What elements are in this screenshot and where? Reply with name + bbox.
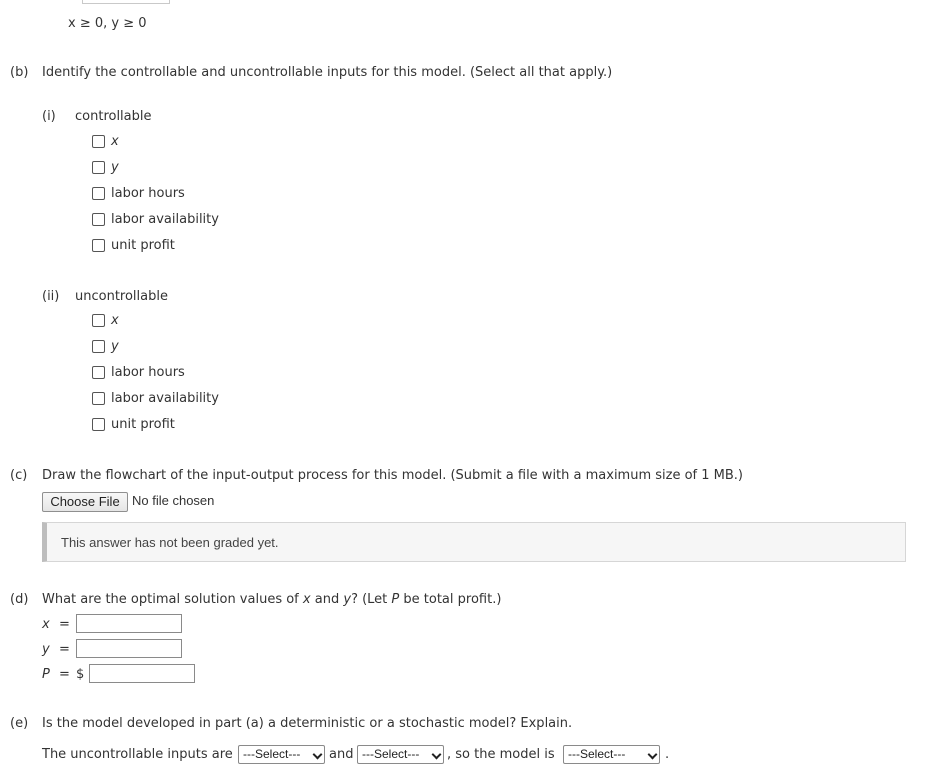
previous-answer-box <box>82 0 170 4</box>
controllable-unit-profit-label: unit profit <box>111 238 175 253</box>
part-e-label: (e) <box>10 716 29 731</box>
uncontrollable-unit-profit-label: unit profit <box>111 417 175 432</box>
uncontrollable-y-checkbox[interactable] <box>92 340 105 353</box>
controllable-labor-availability-label: labor availability <box>111 212 219 227</box>
part-d-prompt-c: be total profit.) <box>403 592 502 607</box>
choose-file-button[interactable]: Choose File <box>42 492 128 512</box>
uncontrollable-labor-hours-checkbox[interactable] <box>92 366 105 379</box>
grading-notice-text: This answer has not been graded yet. <box>61 535 279 550</box>
part-c-prompt: Draw the flowchart of the input-output process for this model. (Submit a file with a maximum size of 1 MB.) <box>42 468 743 483</box>
part-d-var-p: P <box>391 592 400 607</box>
currency-symbol: $ <box>76 667 85 682</box>
part-d-prompt <box>42 592 501 607</box>
uncontrollable-inputs-select-1[interactable] <box>238 745 325 764</box>
part-d-and: and <box>314 592 340 607</box>
part-c-label: (c) <box>10 468 28 483</box>
part-d-prompt-b: ? (Let <box>351 592 388 607</box>
controllable-labor-availability-checkbox[interactable] <box>92 213 105 226</box>
uncontrollable-title: uncontrollable <box>75 289 168 304</box>
select-3-value: ---Select--- <box>568 747 626 761</box>
uncontrollable-label: (ii) <box>42 289 60 304</box>
y-answer-input[interactable] <box>76 639 182 658</box>
select-1-value: ---Select--- <box>243 747 301 761</box>
y-equals: = <box>59 642 70 657</box>
uncontrollable-y-label: y <box>111 339 119 354</box>
select-2-value: ---Select--- <box>362 747 420 761</box>
y-answer-label: y <box>42 642 50 657</box>
p-equals: = <box>59 667 70 682</box>
part-b-label: (b) <box>10 65 29 80</box>
uncontrollable-inputs-select-2[interactable] <box>357 745 444 764</box>
grading-notice <box>42 522 906 562</box>
uncontrollable-labor-availability-checkbox[interactable] <box>92 392 105 405</box>
part-d-prompt-a: What are the optimal solution values of <box>42 592 299 607</box>
chevron-down-icon <box>313 750 323 760</box>
uncontrollable-labor-availability-label: labor availability <box>111 391 219 406</box>
x-equals: = <box>59 617 70 632</box>
uncontrollable-x-checkbox[interactable] <box>92 314 105 327</box>
controllable-y-checkbox[interactable] <box>92 161 105 174</box>
part-e-prompt: Is the model developed in part (a) a deterministic or a stochastic model? Explain. <box>42 716 573 731</box>
part-b-prompt: Identify the controllable and uncontrollable inputs for this model. (Select all that apply.) <box>42 65 613 80</box>
x-answer-label: x <box>42 617 50 632</box>
p-answer-input[interactable] <box>89 664 195 683</box>
part-e-sentence-a: The uncontrollable inputs are <box>42 747 233 762</box>
part-d-var-y: y <box>343 592 352 607</box>
chevron-down-icon <box>432 750 442 760</box>
controllable-unit-profit-checkbox[interactable] <box>92 239 105 252</box>
chevron-down-icon <box>648 750 658 760</box>
part-d-label: (d) <box>10 592 29 607</box>
part-e-sentence-b: , so the model is <box>447 747 555 762</box>
controllable-x-checkbox[interactable] <box>92 135 105 148</box>
controllable-labor-hours-checkbox[interactable] <box>92 187 105 200</box>
nonnegativity-constraint: x ≥ 0, y ≥ 0 <box>68 16 147 31</box>
uncontrollable-x-label: x <box>111 313 119 328</box>
part-e-period: . <box>665 747 670 762</box>
part-e-and: and <box>329 747 354 762</box>
controllable-y-label: y <box>111 160 119 175</box>
uncontrollable-labor-hours-label: labor hours <box>111 365 185 380</box>
controllable-title: controllable <box>75 109 152 124</box>
controllable-labor-hours-label: labor hours <box>111 186 185 201</box>
controllable-label: (i) <box>42 109 56 124</box>
part-d-var-x: x <box>302 592 311 607</box>
model-type-select[interactable] <box>563 745 660 764</box>
x-answer-input[interactable] <box>76 614 182 633</box>
controllable-x-label: x <box>111 134 119 149</box>
p-answer-label: P <box>42 667 50 682</box>
file-status-text: No file chosen <box>132 493 215 508</box>
uncontrollable-unit-profit-checkbox[interactable] <box>92 418 105 431</box>
